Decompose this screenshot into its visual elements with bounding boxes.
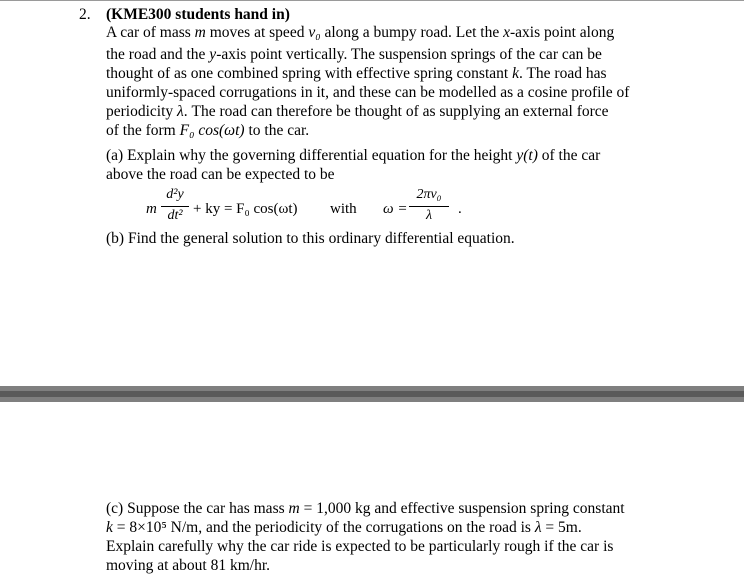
part-c-line-2: k = 8×10⁵ N/m, and the periodicity of the corrugations on the road is λ = 5m.: [106, 519, 582, 536]
page-separator-shadow: [0, 391, 744, 397]
part-a-line-2: above the road can be expected to be: [106, 166, 335, 183]
eq-with: with: [330, 201, 357, 217]
eq-numerator: d²y: [166, 187, 184, 202]
eq-omega-denominator: λ: [425, 208, 433, 223]
eq-period: .: [458, 201, 462, 217]
eq-fraction-bar: [161, 206, 189, 207]
eq-rest: + ky = F₀ cos(ωt): [193, 201, 298, 217]
question-title: (KME300 students hand in): [106, 6, 290, 23]
question-number: 2.: [79, 6, 91, 23]
page-1: [0, 1, 744, 386]
part-c-line-4: moving at about 81 km/hr.: [106, 557, 271, 574]
eq-omega-fraction-bar: [409, 206, 449, 207]
intro-line-2: the road and the y-axis point vertically. The suspension springs of the car can be: [106, 46, 602, 63]
part-a-line-1: (a) Explain why the governing differential equation for the height y(t) of the car: [106, 147, 601, 164]
eq-mass: m: [146, 201, 157, 217]
part-c-line-1: (c) Suppose the car has mass m = 1,000 kg and effective suspension spring constant: [106, 500, 625, 517]
intro-line-6: of the form F₀ cos(ωt) to the car.: [106, 122, 310, 139]
intro-line-4: uniformly-spaced corrugations in it, and these can be modelled as a cosine profile of: [106, 84, 630, 101]
part-b-line: (b) Find the general solution to this ordinary differential equation.: [106, 230, 515, 247]
page-2: [0, 402, 744, 577]
intro-line-1: A car of mass m moves at speed v₀ along a bumpy road. Let the x-axis point along: [106, 24, 615, 41]
eq-denominator: dt²: [167, 208, 183, 223]
eq-omega-numerator: 2πv₀: [416, 187, 442, 202]
eq-omega: ω =: [383, 201, 408, 217]
part-c-line-3: Explain carefully why the car ride is expected to be particularly rough if the car is: [106, 538, 614, 555]
intro-line-5: periodicity λ. The road can therefore be thought of as supplying an external force: [106, 103, 609, 120]
intro-line-3: thought of as one combined spring with effective spring constant k. The road has: [106, 65, 607, 82]
